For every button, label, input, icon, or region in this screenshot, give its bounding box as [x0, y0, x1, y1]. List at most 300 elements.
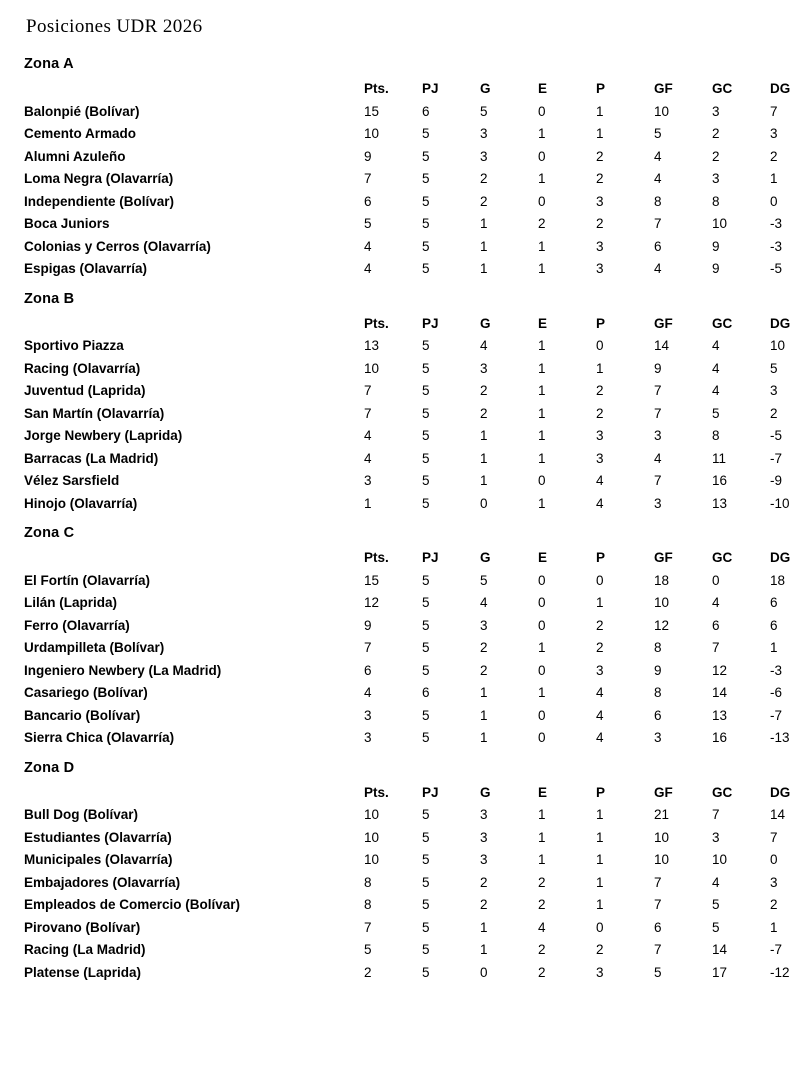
stat-pj: 5	[422, 473, 430, 488]
stat-dg: 7	[770, 829, 778, 845]
stat-dg: -3	[770, 216, 783, 231]
team-name: Hinojo (Olavarría)	[24, 495, 138, 511]
table-row	[24, 962, 800, 985]
stat-p: 2	[596, 148, 604, 164]
stat-e: 0	[538, 193, 546, 209]
stat-pj: 5	[422, 919, 430, 935]
team-name: Estudiantes (Olavarría)	[24, 829, 172, 845]
column-header: P	[596, 784, 606, 800]
team-name: Alumni Azuleño	[24, 148, 126, 164]
stat-e: 0	[538, 572, 546, 588]
stat-g: 1	[480, 450, 488, 466]
column-header-team	[24, 547, 364, 570]
stat-e: 1	[538, 428, 546, 443]
stat-dg: -13	[770, 730, 790, 745]
stat-pts: 3	[364, 473, 372, 488]
stat-pj: 5	[422, 852, 430, 867]
stat-gf: 18	[654, 572, 670, 588]
stat-e: 1	[538, 360, 546, 376]
stat-pts: 4	[364, 261, 372, 276]
column-header: GC	[712, 81, 733, 96]
team-name: Colonias y Cerros (Olavarría)	[24, 238, 211, 254]
table-row	[24, 827, 800, 850]
column-header: PJ	[422, 784, 439, 800]
stat-pts: 7	[364, 405, 372, 421]
stat-dg: -7	[770, 450, 783, 466]
stat-p: 1	[596, 126, 604, 141]
standings-table	[24, 782, 800, 985]
stat-g: 2	[480, 405, 488, 421]
stat-dg: 0	[770, 852, 778, 867]
stat-e: 1	[538, 261, 546, 276]
stat-gf: 4	[654, 261, 662, 276]
team-name: Municipales (Olavarría)	[24, 852, 173, 867]
table-header-row	[24, 78, 800, 101]
stat-gf: 14	[654, 338, 670, 353]
stat-pts: 10	[364, 852, 380, 867]
stat-pj: 5	[422, 617, 430, 633]
stat-g: 3	[480, 617, 488, 633]
stat-dg: 1	[770, 919, 778, 935]
stat-e: 1	[538, 829, 546, 845]
stat-dg: -7	[770, 707, 783, 723]
stat-p: 1	[596, 360, 604, 376]
stat-pj: 5	[422, 148, 430, 164]
standings-table	[24, 313, 800, 516]
column-header-team	[24, 78, 364, 101]
table-row	[24, 660, 800, 683]
stat-p: 0	[596, 919, 604, 935]
team-name: Sportivo Piazza	[24, 338, 124, 353]
stat-pts: 13	[364, 338, 380, 353]
stat-p: 2	[596, 171, 604, 186]
table-row	[24, 191, 800, 214]
stat-g: 2	[480, 640, 488, 655]
stat-dg: 14	[770, 807, 786, 822]
table-row	[24, 570, 800, 593]
team-name: Lilán (Laprida)	[24, 595, 118, 610]
column-header: E	[538, 315, 548, 331]
column-header: GC	[712, 315, 733, 331]
table-row	[24, 168, 800, 191]
column-header: P	[596, 81, 606, 96]
stat-g: 4	[480, 595, 488, 610]
table-row	[24, 236, 800, 259]
zone-title: Zona C	[24, 525, 75, 541]
stat-pts: 4	[364, 450, 372, 466]
stat-pj: 5	[422, 640, 430, 655]
table-row	[24, 615, 800, 638]
table-row	[24, 727, 800, 750]
stat-g: 1	[480, 730, 488, 745]
stat-g: 1	[480, 919, 488, 935]
stat-gc: 14	[712, 942, 728, 957]
stat-pts: 7	[364, 383, 372, 398]
team-name: Juventud (Laprida)	[24, 383, 146, 398]
stat-gf: 9	[654, 360, 662, 376]
stat-gf: 7	[654, 216, 662, 231]
table-row	[24, 358, 800, 381]
stat-e: 1	[538, 338, 546, 353]
stat-dg: -5	[770, 428, 783, 443]
team-name: Embajadores (Olavarría)	[24, 874, 181, 890]
stat-pj: 5	[422, 450, 430, 466]
column-header: DG	[770, 315, 791, 331]
stat-p: 0	[596, 338, 604, 353]
stat-pj: 5	[422, 261, 430, 276]
stat-gc: 8	[712, 193, 720, 209]
stat-gc: 9	[712, 238, 720, 254]
stat-e: 1	[538, 126, 546, 141]
stat-gc: 5	[712, 897, 720, 912]
stat-g: 1	[480, 685, 488, 700]
stat-g: 3	[480, 829, 488, 845]
stat-dg: 2	[770, 405, 778, 421]
zone-section	[24, 759, 791, 985]
stat-g: 2	[480, 193, 488, 209]
table-row	[24, 682, 800, 705]
team-name: Bancario (Bolívar)	[24, 707, 141, 723]
table-row	[24, 425, 800, 448]
stat-p: 4	[596, 473, 604, 488]
stat-pts: 15	[364, 572, 380, 588]
team-name: Ingeniero Newbery (La Madrid)	[24, 662, 222, 678]
stat-gc: 10	[712, 852, 728, 867]
team-name: Empleados de Comercio (Bolívar)	[24, 897, 241, 912]
table-header-row	[24, 313, 800, 336]
stat-e: 1	[538, 450, 546, 466]
stat-gc: 2	[712, 148, 720, 164]
stat-pts: 4	[364, 428, 372, 443]
column-header: DG	[770, 550, 791, 565]
stat-pj: 5	[422, 595, 430, 610]
stat-gf: 10	[654, 595, 670, 610]
stat-pts: 7	[364, 171, 372, 186]
stat-p: 2	[596, 383, 604, 398]
stat-pj: 5	[422, 428, 430, 443]
table-row	[24, 917, 800, 940]
stat-dg: -12	[770, 964, 790, 980]
stat-gf: 7	[654, 874, 662, 890]
stat-pj: 5	[422, 171, 430, 186]
stat-dg: 5	[770, 360, 778, 376]
column-header: Pts.	[364, 315, 389, 331]
stat-dg: 6	[770, 595, 778, 610]
page-title: Posiciones UDR 2026	[26, 16, 203, 37]
stat-gc: 13	[712, 495, 728, 511]
stat-gf: 3	[654, 495, 662, 511]
stat-gf: 10	[654, 852, 670, 867]
stat-dg: -7	[770, 942, 783, 957]
column-header: GF	[654, 784, 673, 800]
stat-g: 5	[480, 572, 488, 588]
stat-gc: 4	[712, 360, 720, 376]
stat-p: 1	[596, 807, 604, 822]
team-name: Racing (La Madrid)	[24, 942, 146, 957]
team-name: San Martín (Olavarría)	[24, 405, 165, 421]
stat-gc: 5	[712, 405, 720, 421]
stat-gc: 3	[712, 103, 720, 119]
stat-e: 1	[538, 495, 546, 511]
stat-pj: 5	[422, 238, 430, 254]
table-row	[24, 637, 800, 660]
team-name: Platense (Laprida)	[24, 964, 142, 980]
column-header-team	[24, 782, 364, 805]
stat-pts: 6	[364, 662, 372, 678]
stat-e: 0	[538, 730, 546, 745]
stat-g: 3	[480, 852, 488, 867]
stat-gc: 11	[712, 450, 727, 466]
stat-g: 2	[480, 874, 488, 890]
stat-dg: 3	[770, 874, 778, 890]
column-header: PJ	[422, 550, 439, 565]
stat-p: 4	[596, 707, 604, 723]
stat-dg: 7	[770, 103, 778, 119]
stat-p: 1	[596, 595, 604, 610]
table-row	[24, 470, 800, 493]
stat-p: 1	[596, 103, 604, 119]
stat-gf: 21	[654, 807, 670, 822]
stat-pj: 5	[422, 730, 430, 745]
column-header: PJ	[422, 315, 439, 331]
stat-gc: 4	[712, 595, 720, 610]
stat-gc: 7	[712, 640, 720, 655]
stat-p: 4	[596, 730, 604, 745]
stat-p: 3	[596, 261, 604, 276]
column-header: GF	[654, 550, 673, 565]
stat-gf: 4	[654, 450, 662, 466]
column-header: Pts.	[364, 784, 389, 800]
stat-pts: 9	[364, 148, 372, 164]
stat-e: 1	[538, 640, 546, 655]
stat-pj: 5	[422, 405, 430, 421]
stat-pts: 8	[364, 874, 372, 890]
standings-table	[24, 547, 800, 750]
stat-g: 2	[480, 171, 488, 186]
team-name: Pirovano (Bolívar)	[24, 919, 141, 935]
column-header: P	[596, 550, 606, 565]
stat-pj: 6	[422, 103, 430, 119]
stat-gc: 6	[712, 617, 720, 633]
stat-p: 1	[596, 829, 604, 845]
stat-dg: -9	[770, 473, 783, 488]
zone-section	[24, 56, 791, 281]
table-row	[24, 705, 800, 728]
stat-p: 4	[596, 495, 604, 511]
stat-e: 4	[538, 919, 546, 935]
stat-g: 3	[480, 807, 488, 822]
column-header: GF	[654, 81, 673, 96]
stat-p: 3	[596, 450, 604, 466]
stat-pts: 10	[364, 829, 380, 845]
stat-gf: 3	[654, 428, 662, 443]
column-header: Pts.	[364, 550, 389, 565]
stat-gc: 4	[712, 874, 720, 890]
stat-pj: 5	[422, 360, 430, 376]
stat-p: 3	[596, 193, 604, 209]
stat-gc: 16	[712, 730, 728, 745]
table-row	[24, 213, 800, 236]
stat-dg: 6	[770, 617, 778, 633]
stat-g: 1	[480, 216, 488, 231]
table-row	[24, 872, 800, 895]
stat-p: 2	[596, 405, 604, 421]
stat-pts: 15	[364, 103, 380, 119]
stat-e: 0	[538, 103, 546, 119]
stat-pj: 5	[422, 495, 430, 511]
stat-g: 2	[480, 662, 488, 678]
team-name: Urdampilleta (Bolívar)	[24, 640, 165, 655]
stat-gc: 9	[712, 261, 720, 276]
zone-section	[24, 525, 791, 750]
column-header: G	[480, 784, 491, 800]
stat-dg: 18	[770, 572, 786, 588]
table-header-row	[24, 782, 800, 805]
stat-g: 0	[480, 964, 488, 980]
stat-pj: 5	[422, 383, 430, 398]
column-header: E	[538, 784, 548, 800]
column-header: Pts.	[364, 81, 389, 96]
stat-e: 0	[538, 473, 546, 488]
table-row	[24, 380, 800, 403]
stat-g: 2	[480, 897, 488, 912]
stat-gf: 10	[654, 103, 670, 119]
stat-pts: 4	[364, 685, 372, 700]
stat-p: 3	[596, 428, 604, 443]
team-name: Racing (Olavarría)	[24, 360, 141, 376]
stat-e: 2	[538, 897, 546, 912]
table-row	[24, 894, 800, 917]
stat-pts: 5	[364, 216, 372, 231]
stat-gf: 7	[654, 473, 662, 488]
stat-pts: 7	[364, 919, 372, 935]
column-header: GF	[654, 315, 673, 331]
stat-gf: 8	[654, 685, 662, 700]
stat-pts: 5	[364, 942, 372, 957]
column-header: E	[538, 81, 548, 96]
table-row	[24, 403, 800, 426]
stat-p: 1	[596, 874, 604, 890]
table-row	[24, 101, 800, 124]
stat-pts: 1	[364, 495, 372, 511]
stat-g: 3	[480, 360, 488, 376]
stat-pj: 6	[422, 685, 430, 700]
stat-g: 1	[480, 942, 488, 957]
column-header: G	[480, 550, 491, 565]
stat-g: 1	[480, 261, 488, 276]
stat-dg: -6	[770, 685, 783, 700]
stat-pj: 5	[422, 338, 430, 353]
team-name: Casariego (Bolívar)	[24, 685, 148, 700]
stat-gf: 8	[654, 193, 662, 209]
stat-pts: 12	[364, 595, 380, 610]
stat-pts: 8	[364, 897, 372, 912]
table-row	[24, 123, 800, 146]
column-header: G	[480, 315, 491, 331]
stat-pts: 4	[364, 238, 372, 254]
stat-pts: 10	[364, 807, 380, 822]
stat-g: 2	[480, 383, 488, 398]
stat-gc: 7	[712, 807, 720, 822]
stat-gf: 4	[654, 171, 662, 186]
column-header: DG	[770, 81, 791, 96]
table-row	[24, 939, 800, 962]
table-row	[24, 335, 800, 358]
stat-gf: 7	[654, 405, 662, 421]
stat-e: 2	[538, 942, 546, 957]
stat-dg: -3	[770, 238, 783, 254]
table-header-row	[24, 547, 800, 570]
stat-e: 0	[538, 617, 546, 633]
stat-e: 0	[538, 148, 546, 164]
stat-e: 0	[538, 662, 546, 678]
stat-dg: 1	[770, 171, 778, 186]
team-name: Cemento Armado	[24, 126, 137, 141]
stat-pts: 10	[364, 360, 380, 376]
stat-pj: 5	[422, 126, 430, 141]
table-row	[24, 493, 800, 516]
stat-g: 3	[480, 148, 488, 164]
stat-pts: 10	[364, 126, 380, 141]
stat-g: 5	[480, 103, 488, 119]
stat-pj: 5	[422, 942, 430, 957]
stat-g: 1	[480, 428, 488, 443]
stat-pj: 5	[422, 897, 430, 912]
stat-p: 1	[596, 897, 604, 912]
zone-section	[24, 290, 791, 516]
stat-pj: 5	[422, 829, 430, 845]
stat-gc: 14	[712, 685, 728, 700]
stat-gc: 10	[712, 216, 728, 231]
stat-pts: 3	[364, 707, 372, 723]
zone-title: Zona B	[24, 290, 75, 307]
stat-pts: 7	[364, 640, 372, 655]
stat-gf: 7	[654, 942, 662, 957]
stat-gc: 4	[712, 383, 720, 398]
stat-gf: 7	[654, 383, 662, 398]
stat-g: 3	[480, 126, 488, 141]
stat-p: 2	[596, 942, 604, 957]
table-row	[24, 258, 800, 281]
column-header: P	[596, 315, 606, 331]
table-row	[24, 592, 800, 615]
zone-title: Zona A	[24, 56, 74, 72]
stat-dg: 10	[770, 338, 786, 353]
stat-gf: 9	[654, 662, 662, 678]
table-row	[24, 849, 800, 872]
column-header: GC	[712, 784, 733, 800]
table-row	[24, 804, 800, 827]
stat-pts: 3	[364, 730, 372, 745]
column-header: G	[480, 81, 491, 96]
stat-pj: 5	[422, 662, 430, 678]
team-name: Ferro (Olavarría)	[24, 617, 130, 633]
stat-p: 1	[596, 852, 604, 867]
stat-pts: 9	[364, 617, 372, 633]
stat-dg: -10	[770, 495, 790, 511]
team-name: Loma Negra (Olavarría)	[24, 171, 174, 186]
stat-e: 0	[538, 595, 546, 610]
stat-e: 1	[538, 171, 546, 186]
stat-g: 0	[480, 495, 488, 511]
stat-pj: 5	[422, 193, 430, 209]
stat-gf: 10	[654, 829, 670, 845]
stat-gc: 5	[712, 919, 720, 935]
stat-pj: 5	[422, 874, 430, 890]
stat-p: 2	[596, 216, 604, 231]
team-name: El Fortín (Olavarría)	[24, 572, 151, 588]
team-name: Bull Dog (Bolívar)	[24, 807, 138, 822]
